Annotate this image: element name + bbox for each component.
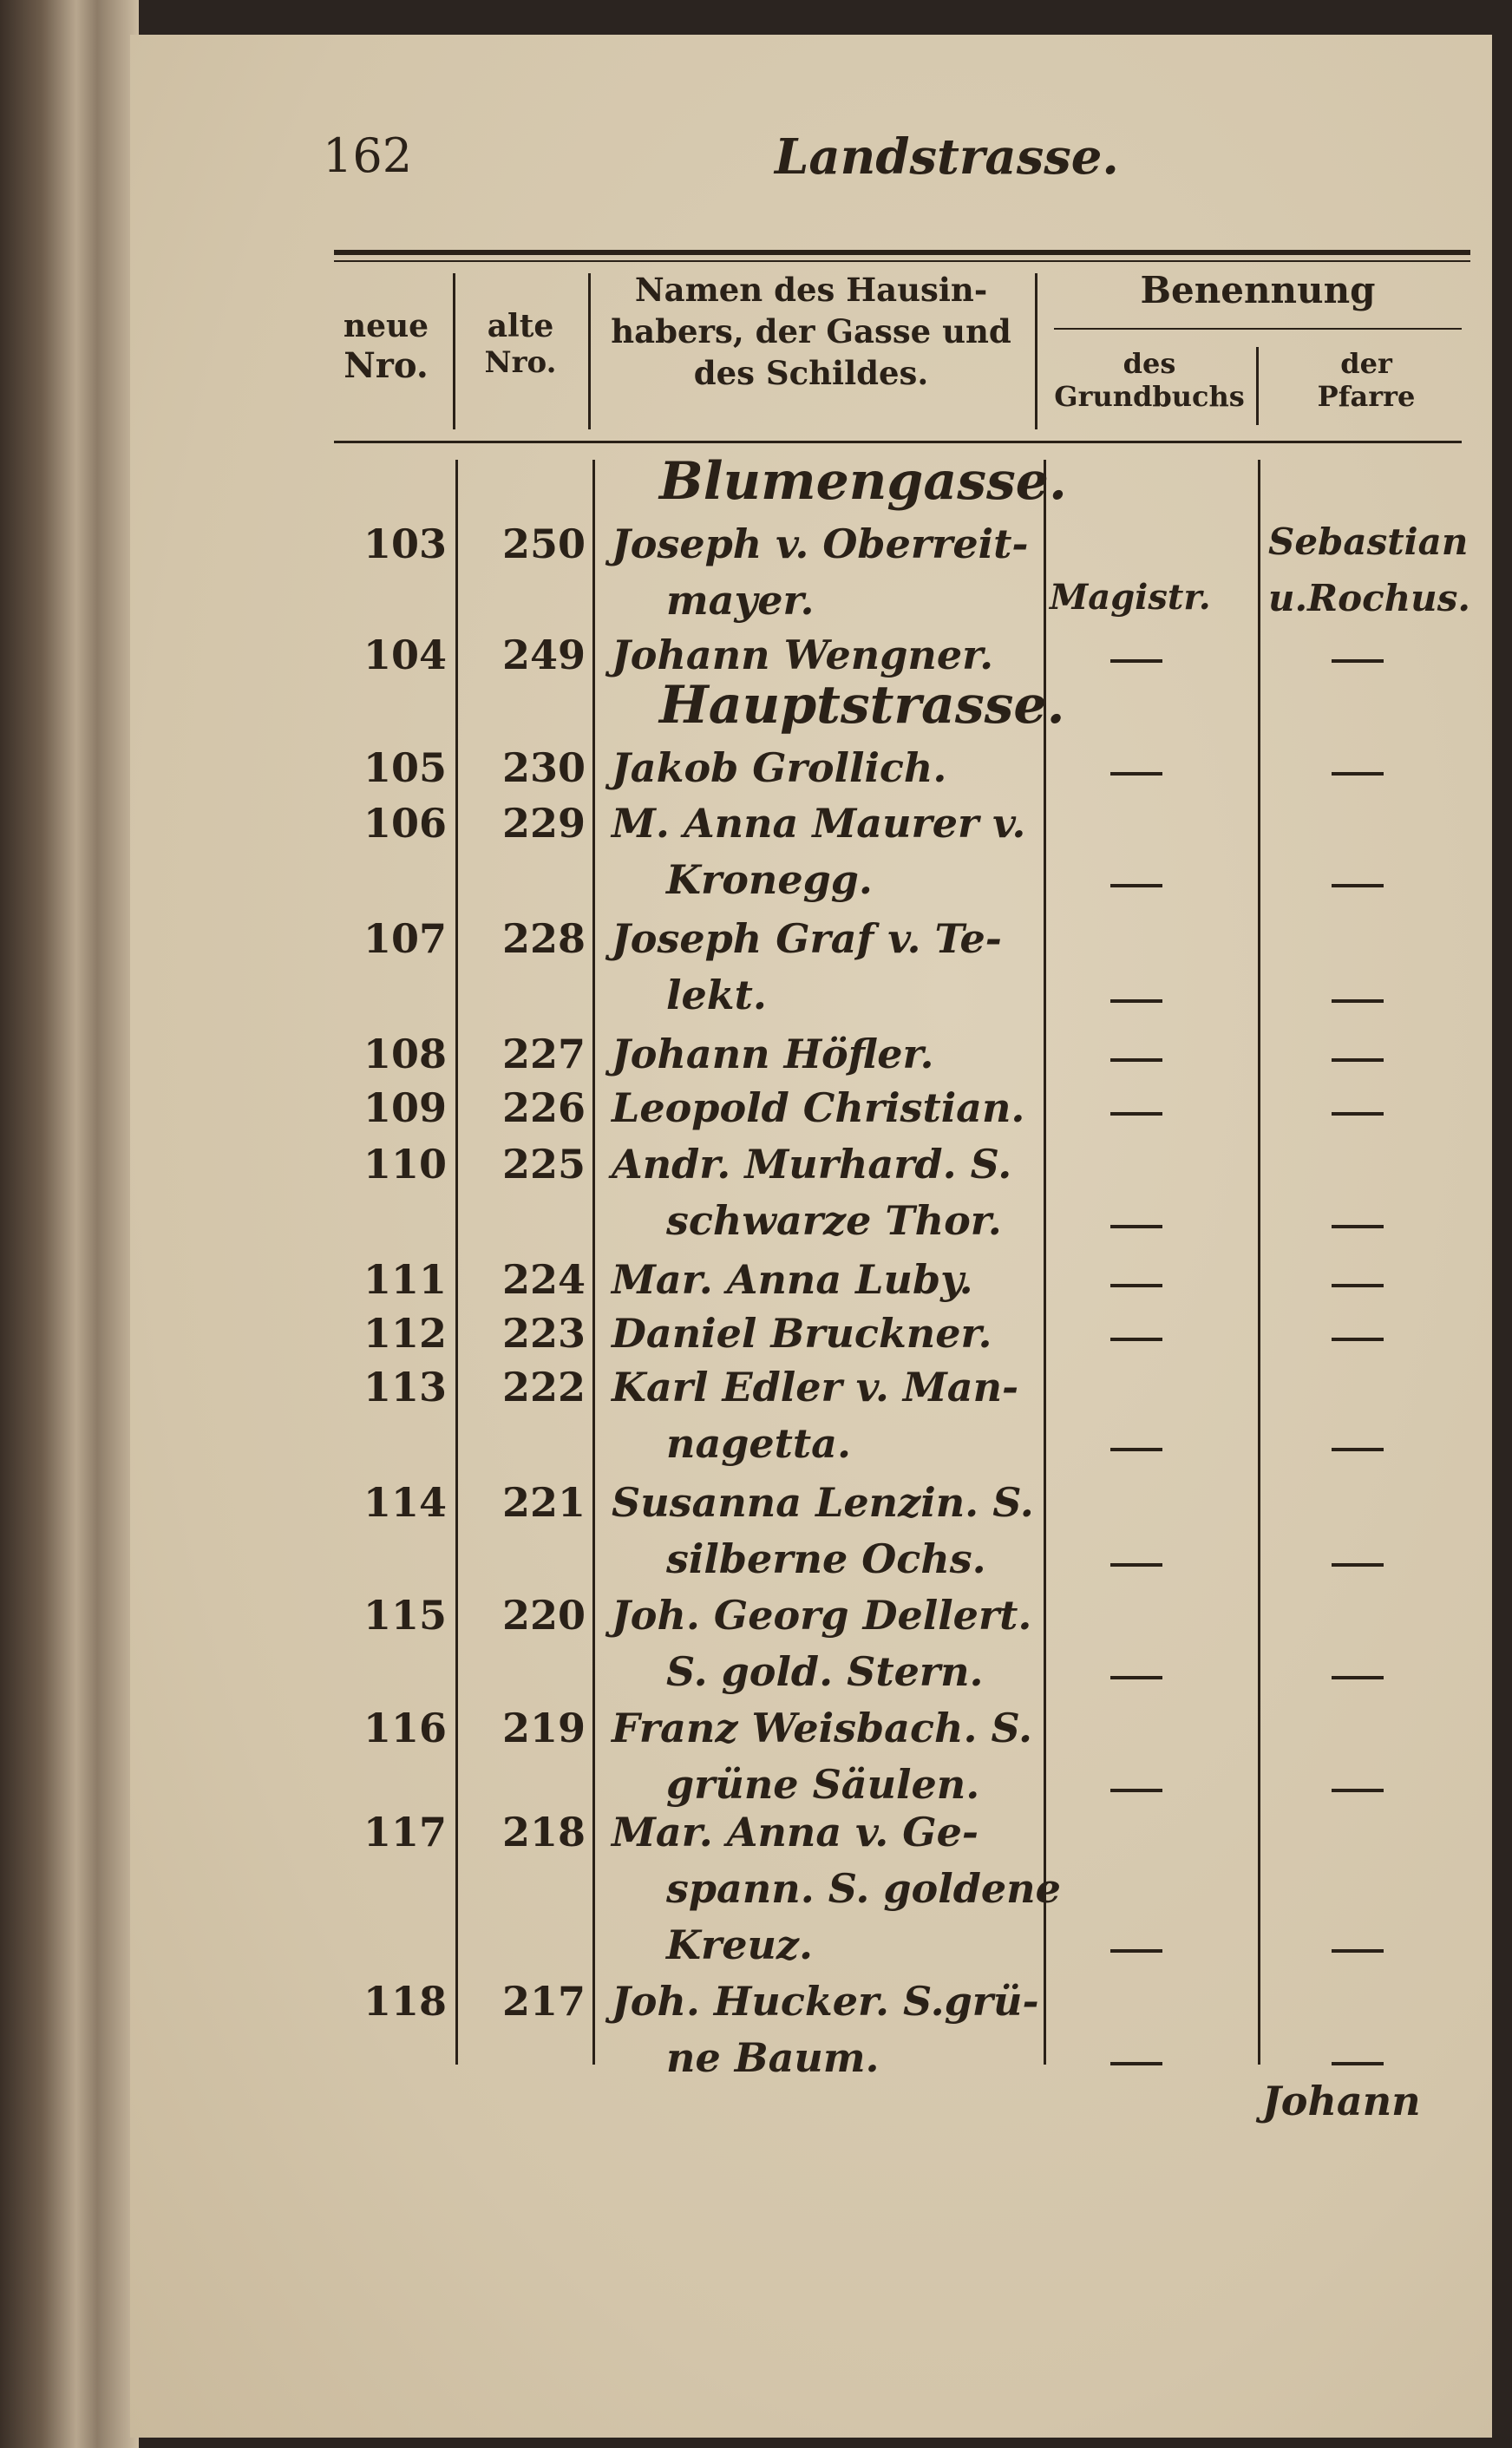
- column-rule-grundbuch: [1258, 460, 1260, 2065]
- header-bottom-rule: [334, 441, 1462, 443]
- row-grundbuch-ditto-mark: [1110, 772, 1162, 776]
- row-name-line: silberne Ochs.: [666, 1535, 986, 1582]
- catchword: Johann: [1262, 2078, 1421, 2124]
- row-pfarre-ditto-mark: [1332, 1284, 1384, 1287]
- row-neue-nro: 109: [363, 1084, 447, 1131]
- header-namen-line1: Namen des Hausin-: [634, 271, 988, 309]
- row-name-line: Johann Wengner.: [612, 632, 994, 678]
- row-pfarre-ditto-mark: [1332, 1563, 1384, 1567]
- row-alte-nro: 227: [501, 1031, 586, 1077]
- page-title: Landstrasse.: [775, 128, 1119, 186]
- row-grundbuch-ditto-mark: [1110, 1225, 1162, 1228]
- row-pfarre-ditto-mark: [1332, 1676, 1384, 1679]
- top-rule-thin: [334, 260, 1470, 262]
- column-rule-alte: [592, 460, 595, 2065]
- row-alte-nro: 250: [501, 520, 586, 567]
- row-neue-nro: 117: [363, 1809, 447, 1856]
- row-neue-nro: 116: [363, 1705, 447, 1751]
- row-name-line: lekt.: [666, 972, 767, 1018]
- row-alte-nro: 225: [501, 1141, 586, 1188]
- row-name-line: ne Baum.: [666, 2034, 880, 2081]
- row-neue-nro: 103: [363, 520, 447, 567]
- row-name-line: nagetta.: [666, 1420, 851, 1467]
- row-neue-nro: 107: [363, 915, 447, 962]
- book-page-edge: [0, 0, 139, 2448]
- row-neue-nro: 118: [363, 1978, 447, 2025]
- header-pfarre-der: der: [1340, 347, 1392, 380]
- header-grundbuch-des: des: [1123, 347, 1176, 380]
- header-alte-nro: [460, 308, 581, 381]
- row-name-line: Daniel Bruckner.: [612, 1310, 992, 1357]
- row-alte-nro: 224: [501, 1256, 586, 1303]
- row-alte-nro: 219: [501, 1705, 586, 1751]
- row-grundbuch-ditto-mark: [1110, 1676, 1162, 1679]
- row-neue-nro: 110: [363, 1141, 447, 1188]
- header-pfarre: [1267, 347, 1466, 414]
- row-neue-nro: 111: [363, 1256, 447, 1303]
- row-name-line: Susanna Lenzin. S.: [612, 1479, 1034, 1526]
- row-grundbuch-ditto-mark: [1110, 1448, 1162, 1451]
- row-neue-nro: 104: [363, 632, 447, 678]
- row-neue-nro: 115: [363, 1592, 447, 1639]
- row-name-line: Joseph v. Oberreit-: [612, 520, 1029, 567]
- header-namen-line3: des Schildes.: [693, 354, 929, 393]
- row-name-line: Andr. Murhard. S.: [612, 1141, 1012, 1188]
- section-heading-blumengasse: Blumengasse.: [659, 451, 1067, 512]
- column-rule-header-1: [453, 273, 455, 429]
- benennung-rule: [1054, 328, 1462, 330]
- row-alte-nro: 222: [501, 1364, 586, 1411]
- row-pfarre-ditto-mark: [1332, 772, 1384, 776]
- row-name-line: Franz Weisbach. S.: [612, 1705, 1033, 1751]
- row-pfarre-line: Sebastian: [1268, 520, 1469, 563]
- row-grundbuch-ditto-mark: [1110, 1789, 1162, 1792]
- row-neue-nro: 106: [363, 800, 447, 847]
- row-name-line: Mar. Anna Luby.: [612, 1256, 973, 1303]
- row-alte-nro: 220: [501, 1592, 586, 1639]
- row-name-line: Kronegg.: [666, 856, 873, 903]
- row-name-line: Joh. Georg Dellert.: [612, 1592, 1032, 1639]
- section-heading-hauptstrasse: Hauptstrasse.: [659, 675, 1065, 736]
- row-pfarre-ditto-mark: [1332, 659, 1384, 663]
- top-rule: [334, 250, 1470, 255]
- row-name-line: Johann Höfler.: [612, 1031, 934, 1077]
- row-neue-nro: 105: [363, 744, 447, 791]
- row-grundbuch-ditto-mark: [1110, 1563, 1162, 1567]
- row-pfarre-ditto-mark: [1332, 1112, 1384, 1116]
- row-grundbuch-ditto-mark: [1110, 2062, 1162, 2065]
- header-neue-nro: [325, 308, 447, 387]
- row-grundbuch-ditto-mark: [1110, 1112, 1162, 1116]
- column-rule-header-2: [588, 273, 591, 429]
- column-rule-header-3: [1035, 273, 1037, 429]
- row-pfarre-ditto-mark: [1332, 1225, 1384, 1228]
- row-alte-nro: 249: [501, 632, 586, 678]
- row-name-line: Mar. Anna v. Ge-: [612, 1809, 979, 1856]
- row-pfarre-ditto-mark: [1332, 2062, 1384, 2065]
- row-grundbuch-ditto-mark: [1110, 659, 1162, 663]
- row-pfarre-ditto-mark: [1332, 1448, 1384, 1451]
- row-grundbuch: Magistr.: [1050, 577, 1211, 618]
- row-alte-nro: 230: [501, 744, 586, 791]
- row-pfarre-ditto-mark: [1332, 1058, 1384, 1062]
- row-grundbuch-ditto-mark: [1110, 999, 1162, 1003]
- row-name-line: Jakob Grollich.: [612, 744, 947, 791]
- row-alte-nro: 223: [501, 1310, 586, 1357]
- row-pfarre-ditto-mark: [1332, 1949, 1384, 1953]
- header-benennung: Benennung: [1140, 269, 1376, 311]
- column-rule-neue: [455, 460, 458, 2065]
- header-pfarre-label: Pfarre: [1317, 380, 1416, 414]
- row-grundbuch-ditto-mark: [1110, 1284, 1162, 1287]
- row-name-line: Kreuz.: [666, 1921, 814, 1968]
- row-name-line: S. gold. Stern.: [666, 1648, 984, 1695]
- row-grundbuch-ditto-mark: [1110, 1338, 1162, 1341]
- row-alte-nro: 221: [501, 1479, 586, 1526]
- row-name-line: spann. S. goldene: [666, 1865, 1061, 1912]
- row-alte-nro: 218: [501, 1809, 586, 1856]
- row-alte-nro: 229: [501, 800, 586, 847]
- row-name-line: Leopold Christian.: [612, 1084, 1025, 1131]
- header-namen: [594, 269, 1028, 394]
- row-grundbuch-ditto-mark: [1110, 1949, 1162, 1953]
- row-name-line: grüne Säulen.: [666, 1761, 980, 1808]
- header-grundbuch: [1041, 347, 1258, 414]
- row-alte-nro: 226: [501, 1084, 586, 1131]
- row-alte-nro: 228: [501, 915, 586, 962]
- row-pfarre-ditto-mark: [1332, 1338, 1384, 1341]
- header-alte-label: alte: [487, 308, 554, 344]
- row-name-line: mayer.: [666, 577, 815, 624]
- page-number: 162: [323, 128, 413, 183]
- header-neue-label: neue: [343, 308, 429, 344]
- row-pfarre-ditto-mark: [1332, 884, 1384, 887]
- column-rule-header-4: [1256, 347, 1259, 425]
- row-name-line: Joh. Hucker. S.grü-: [612, 1978, 1039, 2025]
- row-grundbuch-ditto-mark: [1110, 1058, 1162, 1062]
- row-neue-nro: 114: [363, 1479, 447, 1526]
- header-grundbuch-label: Grundbuchs: [1054, 380, 1245, 414]
- header-namen-line2: habers, der Gasse und: [611, 312, 1011, 351]
- header-alte-nro-label: Nro.: [484, 345, 557, 381]
- row-neue-nro: 112: [363, 1310, 447, 1357]
- row-name-line: M. Anna Maurer v.: [612, 800, 1026, 847]
- row-grundbuch-ditto-mark: [1110, 884, 1162, 887]
- row-name-line: Joseph Graf v. Te-: [612, 915, 1002, 962]
- row-pfarre-ditto-mark: [1332, 1789, 1384, 1792]
- row-name-line: Karl Edler v. Man-: [612, 1364, 1019, 1411]
- row-neue-nro: 108: [363, 1031, 447, 1077]
- row-pfarre-line: u.Rochus.: [1268, 577, 1470, 619]
- header-neue-nro-label: Nro.: [344, 345, 429, 387]
- row-name-line: schwarze Thor.: [666, 1197, 1002, 1244]
- row-neue-nro: 113: [363, 1364, 447, 1411]
- row-pfarre-ditto-mark: [1332, 999, 1384, 1003]
- row-alte-nro: 217: [501, 1978, 586, 2025]
